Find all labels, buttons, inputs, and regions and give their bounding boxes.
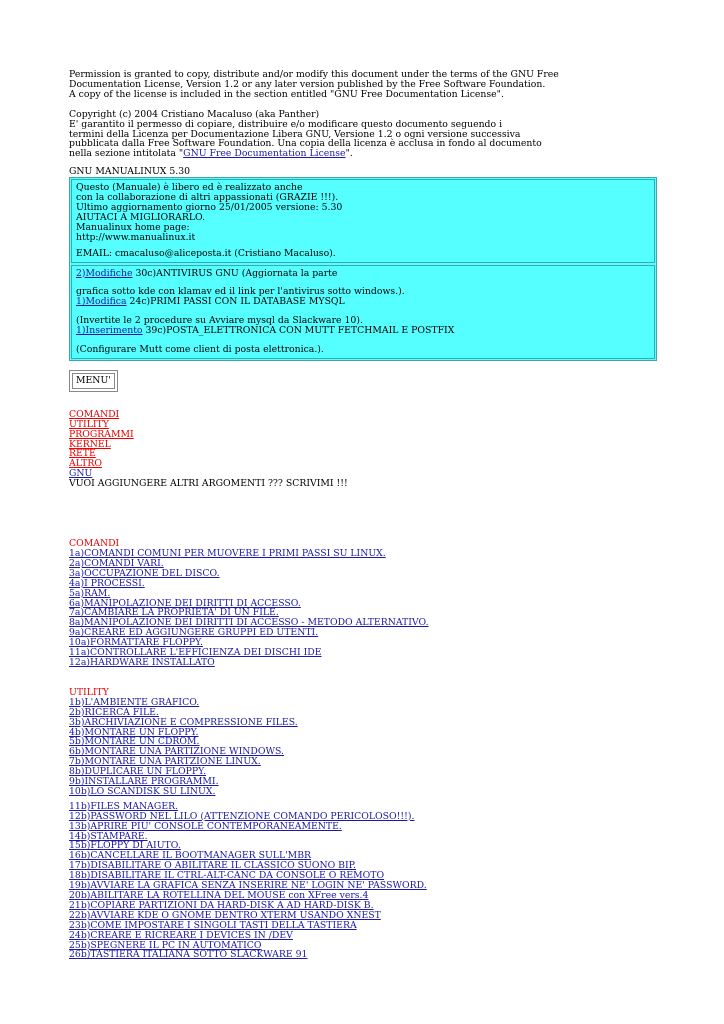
license-it-line: pubblicata dalla Free Software Foundation. Una copia della licenza è acclusa in fondo al documento [69,138,542,150]
license-it-line: nella sezione intitolata "GNU Free Documentation License". [69,148,353,160]
gfdl-link[interactable]: GNU Free Documentation License [183,148,346,160]
update-line: 1)Inserimento 39c)POSTA_ELETTRONICA CON MUTT FETCHMAIL E POSTFIX [76,325,455,337]
menu-link-utility[interactable]: UTILITY [69,418,109,430]
topic-link[interactable]: 25b)SPEGNERE IL PC IN AUTOMATICO [69,939,262,951]
topic-link[interactable]: 20b)ABILITARE LA ROTELLINA DEL MOUSE con XFree vers.4 [69,890,369,901]
topic-link[interactable]: 10b)LO SCANDISK SU LINUX. [69,785,216,797]
info-line: http://www.manualinux.it [76,231,196,243]
utility-list [69,698,657,797]
menu-link-programmi[interactable]: PROGRAMMI [69,428,134,440]
info-line: con la collaborazione di altri appassionati (GRAZIE !!!). [76,192,339,204]
update-note: (Configurare Mutt come client di posta elettronica.). [76,344,324,356]
updates-box [71,265,655,359]
info-line: Manualinux home page: [76,221,190,233]
utility-list [69,802,657,961]
topic-link[interactable]: 26b)TASTIERA ITALIANA SOTTO SLACKWARE 91 [69,949,308,961]
update-link[interactable]: 1)Inserimento [76,325,143,337]
topic-link[interactable]: 21b)COPIARE PARTIZIONI DA HARD-DISK A AD HARD-DISK B. [69,899,374,911]
update-note: (Invertite le 2 procedure su Avviare mysql da Slackware 10). [76,315,363,327]
utility-heading: UTILITY [69,686,109,698]
topic-link[interactable]: 6b)MONTARE UNA PARTIZIONE WINDOWS. [69,746,284,758]
license-english [69,70,657,100]
topic-link[interactable]: 16b)CANCELLARE IL BOOTMANAGER SULL'MBR [69,850,312,862]
topic-link[interactable]: 17b)DISABILITARE O ABILITARE IL CLASSICO SUONO BIP. [69,860,357,872]
update-note: grafica sotto kde con klamav ed il link per l'antivirus sotto windows.). [76,286,405,298]
topic-link[interactable]: 8b)DUPLICARE UN FLOPPY. [69,766,207,778]
license-it-line: Copyright (c) 2004 Cristiano Macaluso (aka Panther) [69,108,320,120]
topic-link[interactable]: 24b)CREARE E RICREARE I DEVICES IN /DEV [69,929,293,941]
license-italian [69,110,657,160]
topic-link[interactable]: 19b)AVVIARE LA GRAFICA SENZA INSERIRE NE' LOGIN NE' PASSWORD. [69,880,427,892]
update-line: 1)Modifica 24c)PRIMI PASSI CON IL DATABASE MYSQL [76,296,345,308]
topic-link[interactable]: 12a)HARDWARE INSTALLATO [69,656,215,668]
topic-link[interactable]: 9b)INSTALLARE PROGRAMMI. [69,776,219,788]
license-en-line: A copy of the license is included in the section entitled "GNU Free Documentation License". [69,88,504,100]
info-box [71,179,655,262]
topic-link[interactable]: 3a)OCCUPAZIONE DEL DISCO. [69,567,220,579]
info-line: Ultimo aggiornamento giorno 25/01/2005 versione: 5.30 [76,201,343,213]
document-page [69,70,657,960]
topic-link[interactable]: 7a)CAMBIARE LA PROPRIETA' DI UN FILE. [69,607,279,619]
info-line: AIUTACI A MIGLIORARLO. [76,211,206,223]
menu-link-altro[interactable]: ALTRO [69,458,102,470]
menu-link-comandi[interactable]: COMANDI [69,408,120,420]
topic-link[interactable]: 4a)I PROCESSI. [69,577,145,589]
license-en-line: Documentation License, Version 1.2 or any later version published by the Free Software Foundation. [69,78,546,90]
topic-link[interactable]: 1b)L'AMBIENTE GRAFICO. [69,696,200,708]
topic-link[interactable]: 2b)RICERCA FILE. [69,706,159,718]
topic-link[interactable]: 9a)CREARE ED AGGIUNGERE GRUPPI ED UTENTI. [69,627,319,639]
info-panel [69,177,657,361]
topic-link[interactable]: 12b)PASSWORD NEL LILO (ATTENZIONE COMANDO PERICOLOSO!!!). [69,810,415,822]
topic-link[interactable]: 11a)CONTROLLARE L'EFFICIENZA DEI DISCHI IDE [69,647,322,659]
topic-link[interactable]: 6a)MANIPOLAZIONE DEI DIRITTI DI ACCESSO. [69,597,301,609]
topic-link[interactable]: 7b)MONTARE UNA PARTZIONE LINUX. [69,756,261,768]
menu-link-rete[interactable]: RETE [69,448,96,460]
topic-link[interactable]: 14b)STAMPARE. [69,830,148,842]
topic-link[interactable]: 10a)FORMATTARE FLOPPY. [69,637,203,649]
license-it-line: termini della Licenza per Documentazione Libera GNU, Versione 1.2 o ogni versione successiva [69,128,521,140]
comandi-heading: COMANDI [69,538,120,550]
topic-link[interactable]: 1a)COMANDI COMUNI PER MUOVERE I PRIMI PASSI SU LINUX. [69,548,386,559]
info-line: Questo (Manuale) è libero ed è realizzato anche [76,182,303,194]
topic-link[interactable]: 15b)FLOPPY DI AIUTO. [69,840,181,852]
utility-section [69,688,657,960]
topic-link[interactable]: 11b)FILES MANAGER. [69,800,179,812]
menu-nav [69,410,657,489]
comandi-list [69,549,657,668]
menu-box [69,370,118,392]
update-link[interactable]: 1)Modifica [76,296,127,308]
comandi-section [69,539,657,668]
topic-link[interactable]: 22b)AVVIARE KDE O GNOME DENTRO XTERM USANDO XNEST [69,909,381,921]
update-line: 2)Modifiche 30c)ANTIVIRUS GNU (Aggiornata la parte [76,267,338,279]
topic-link[interactable]: 18b)DISABILITARE IL CTRL-ALT-CANC DA CONSOLE O REMOTO [69,870,385,882]
request-text: VUOI AGGIUNGERE ALTRI ARGOMENTI ??? SCRIVIMI !!! [69,478,348,490]
topic-link[interactable]: 23b)COME IMPOSTARE I SINGOLI TASTI DELLA TASTIERA [69,919,357,931]
email-line: EMAIL: cmacaluso@aliceposta.it (Cristiano Macaluso). [76,247,336,259]
topic-link[interactable]: 4b)MONTARE UN FLOPPY. [69,726,199,738]
topic-link[interactable]: 5b)MONTARE UN CDROM. [69,736,200,748]
document-title: GNU MANUALINUX 5.30 [69,166,191,178]
menu-label: MENU' [72,373,115,389]
topic-link[interactable]: 2a)COMANDI VARI. [69,557,164,569]
menu-link-gnu[interactable]: GNU [69,468,93,480]
menu-link-kernel[interactable]: KERNEL [69,438,111,450]
topic-link[interactable]: 8a)MANIPOLAZIONE DEI DIRITTI DI ACCESSO - METODO ALTERNATIVO. [69,617,429,629]
update-link[interactable]: 2)Modifiche [76,267,133,279]
topic-link[interactable]: 5a)RAM. [69,587,111,599]
topic-link[interactable]: 3b)ARCHIVIAZIONE E COMPRESSIONE FILES. [69,716,298,728]
license-it-line: E' garantito il permesso di copiare, distribuire e/o modificare questo documento seguendo i [69,118,503,130]
license-en-line: Permission is granted to copy, distribute and/or modify this document under the terms of the GNU Free [69,69,559,80]
topic-link[interactable]: 13b)APRIRE PIU' CONSOLE CONTEMPORANEAMENTE. [69,820,342,832]
